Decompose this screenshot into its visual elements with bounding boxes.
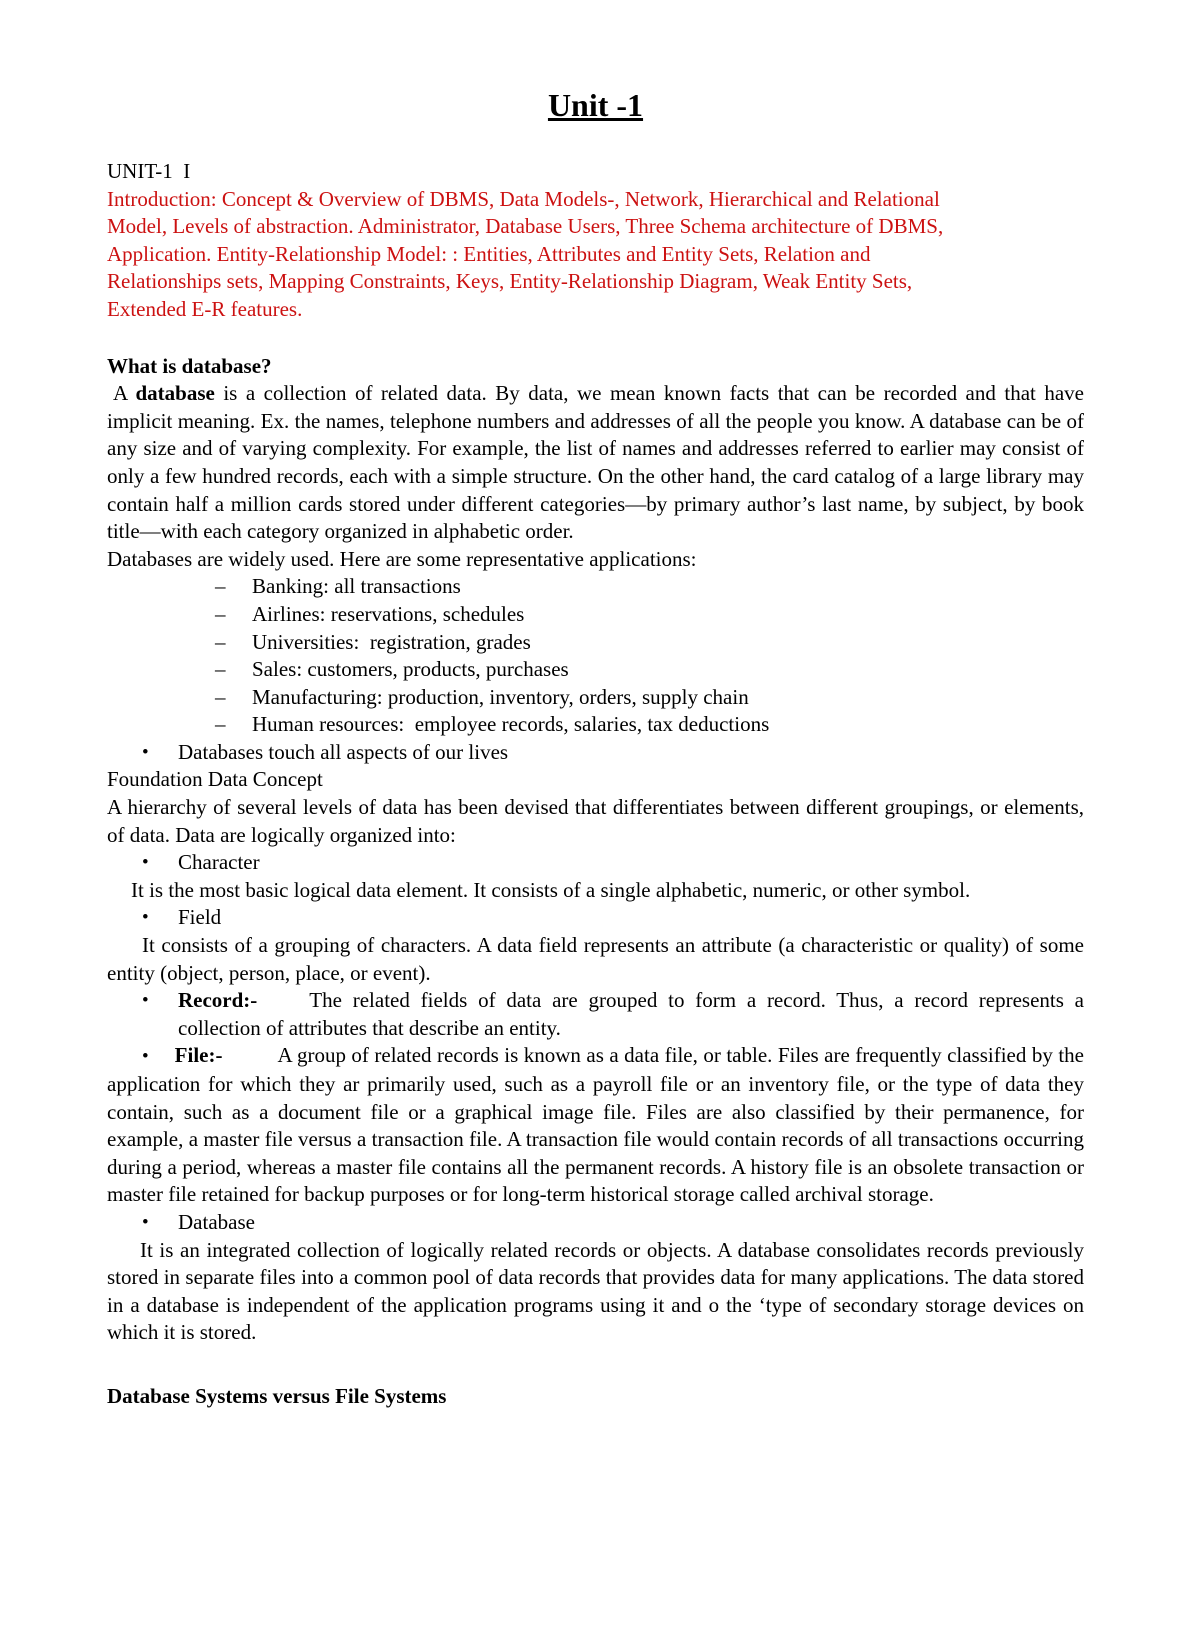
- syllabus-line: Extended E-R features.: [107, 296, 303, 321]
- dash-icon: –: [215, 712, 226, 737]
- databases-touch-bullet: [107, 739, 1084, 767]
- application-item: [107, 656, 1084, 684]
- foundation-heading: Foundation Data Concept: [107, 767, 323, 792]
- bullet-icon: •: [142, 990, 149, 1012]
- field-bullet: [107, 904, 1084, 932]
- syllabus-line: Application. Entity-Relationship Model: : Entities, Attributes and Entity Sets, Relation and: [107, 241, 871, 266]
- bullet-icon: •: [142, 1046, 149, 1068]
- bullet-icon: •: [142, 852, 149, 874]
- dash-icon: –: [215, 574, 226, 599]
- applications-intro: Databases are widely used. Here are some representative applications:: [107, 546, 697, 571]
- database-definition-paragraph: [107, 380, 1084, 546]
- file-systems-heading: Database Systems versus File Systems: [107, 1383, 447, 1408]
- database-label: Database: [178, 1209, 255, 1234]
- dash-icon: –: [215, 629, 226, 654]
- record-bullet: [107, 987, 1084, 1042]
- record-description: The related fields of data are grouped to form a record. Thus, a record represents a collection of attributes that describe an entity.: [178, 988, 1084, 1040]
- database-description: It is an integrated collection of logically related records or objects. A database consolidates records previously stored in separate files into a common pool of data records that provides data for many applications. The data stored in a database is independent of the application programs using it and o the ‘type of secondary storage devices on which it is stored.: [107, 1237, 1084, 1345]
- dash-icon: –: [215, 684, 226, 709]
- database-term: database: [135, 381, 215, 406]
- application-item: [107, 573, 1084, 601]
- what-is-database-heading: What is database?: [107, 353, 272, 378]
- definition-lead-in: A: [113, 381, 136, 406]
- document-page: [107, 85, 1084, 1411]
- databases-touch-label: Databases touch all aspects of our lives: [178, 739, 509, 764]
- dash-icon: –: [215, 601, 226, 626]
- application-item-label: Universities: registration, grades: [252, 629, 531, 654]
- applications-list: [107, 573, 1084, 739]
- character-bullet: [107, 849, 1084, 877]
- bullet-icon: •: [142, 907, 149, 929]
- foundation-intro: A hierarchy of several levels of data has been devised that differentiates between different groupings, or elements, of data. Data are logically organized into:: [107, 795, 1084, 847]
- syllabus-line: Relationships sets, Mapping Constraints, Keys, Entity-Relationship Diagram, Weak Entity Sets,: [107, 269, 913, 294]
- database-bullet: [107, 1209, 1084, 1237]
- syllabus-line: Introduction: Concept & Overview of DBMS, Data Models-, Network, Hierarchical and Relational: [107, 186, 940, 211]
- application-item-label: Human resources: employee records, salaries, tax deductions: [252, 712, 770, 737]
- page-title: Unit -1: [547, 87, 644, 123]
- file-description: A group of related records is known as a data file, or table. Files are frequently classified by the application for which they ar primarily used, such as a payroll file or an inventory file, or the type of data they contain, such as a document file or a graphical image file. Files are also classified by their permanence, for example, a master file versus a transaction file. A transaction file would contain records of all transactions occurring during a period, whereas a master file contains all the permanent records. A history file is an obsolete transaction or master file retained for backup purposes or for long-term historical storage called archival storage.: [107, 1043, 1084, 1207]
- syllabus-block: [107, 186, 1084, 324]
- application-item: [107, 684, 1084, 712]
- syllabus-line: Model, Levels of abstraction. Administrator, Database Users, Three Schema architecture of DBMS,: [107, 214, 944, 239]
- application-item: [107, 711, 1084, 739]
- application-item-label: Manufacturing: production, inventory, orders, supply chain: [252, 684, 749, 709]
- bullet-icon: •: [142, 741, 149, 763]
- definition-body: is a collection of related data. By data, we mean known facts that can be recorded and that have implicit meaning. Ex. the names, telephone numbers and addresses of all the people you know. A database can be of any size and of varying complexity. For example, the list of names and addresses referred to earlier may consist of only a few hundred records, each with a simple structure. On the other hand, the card catalog of a large library may contain half a million cards stored under different categories—by primary author’s last name, by subject, by book title—with each category organized in alphabetic order.: [107, 381, 1084, 544]
- character-description: It is the most basic logical data element. It consists of a single alphabetic, numeric, or other symbol.: [131, 877, 971, 902]
- file-label: File:-: [174, 1043, 223, 1068]
- application-item-label: Sales: customers, products, purchases: [252, 657, 569, 682]
- file-paragraph: [107, 1042, 1084, 1209]
- field-label: Field: [178, 905, 222, 930]
- dash-icon: –: [215, 657, 226, 682]
- field-description: It consists of a grouping of characters. A data field represents an attribute (a characteristic or quality) of some entity (object, person, place, or event).: [107, 933, 1084, 985]
- application-item: [107, 629, 1084, 657]
- bullet-icon: •: [142, 1211, 149, 1233]
- application-item-label: Banking: all transactions: [252, 574, 461, 599]
- record-label: Record:-: [178, 988, 258, 1013]
- application-item: [107, 601, 1084, 629]
- unit-label: UNIT-1 I: [107, 159, 191, 183]
- character-label: Character: [178, 850, 260, 875]
- application-item-label: Airlines: reservations, schedules: [252, 601, 525, 626]
